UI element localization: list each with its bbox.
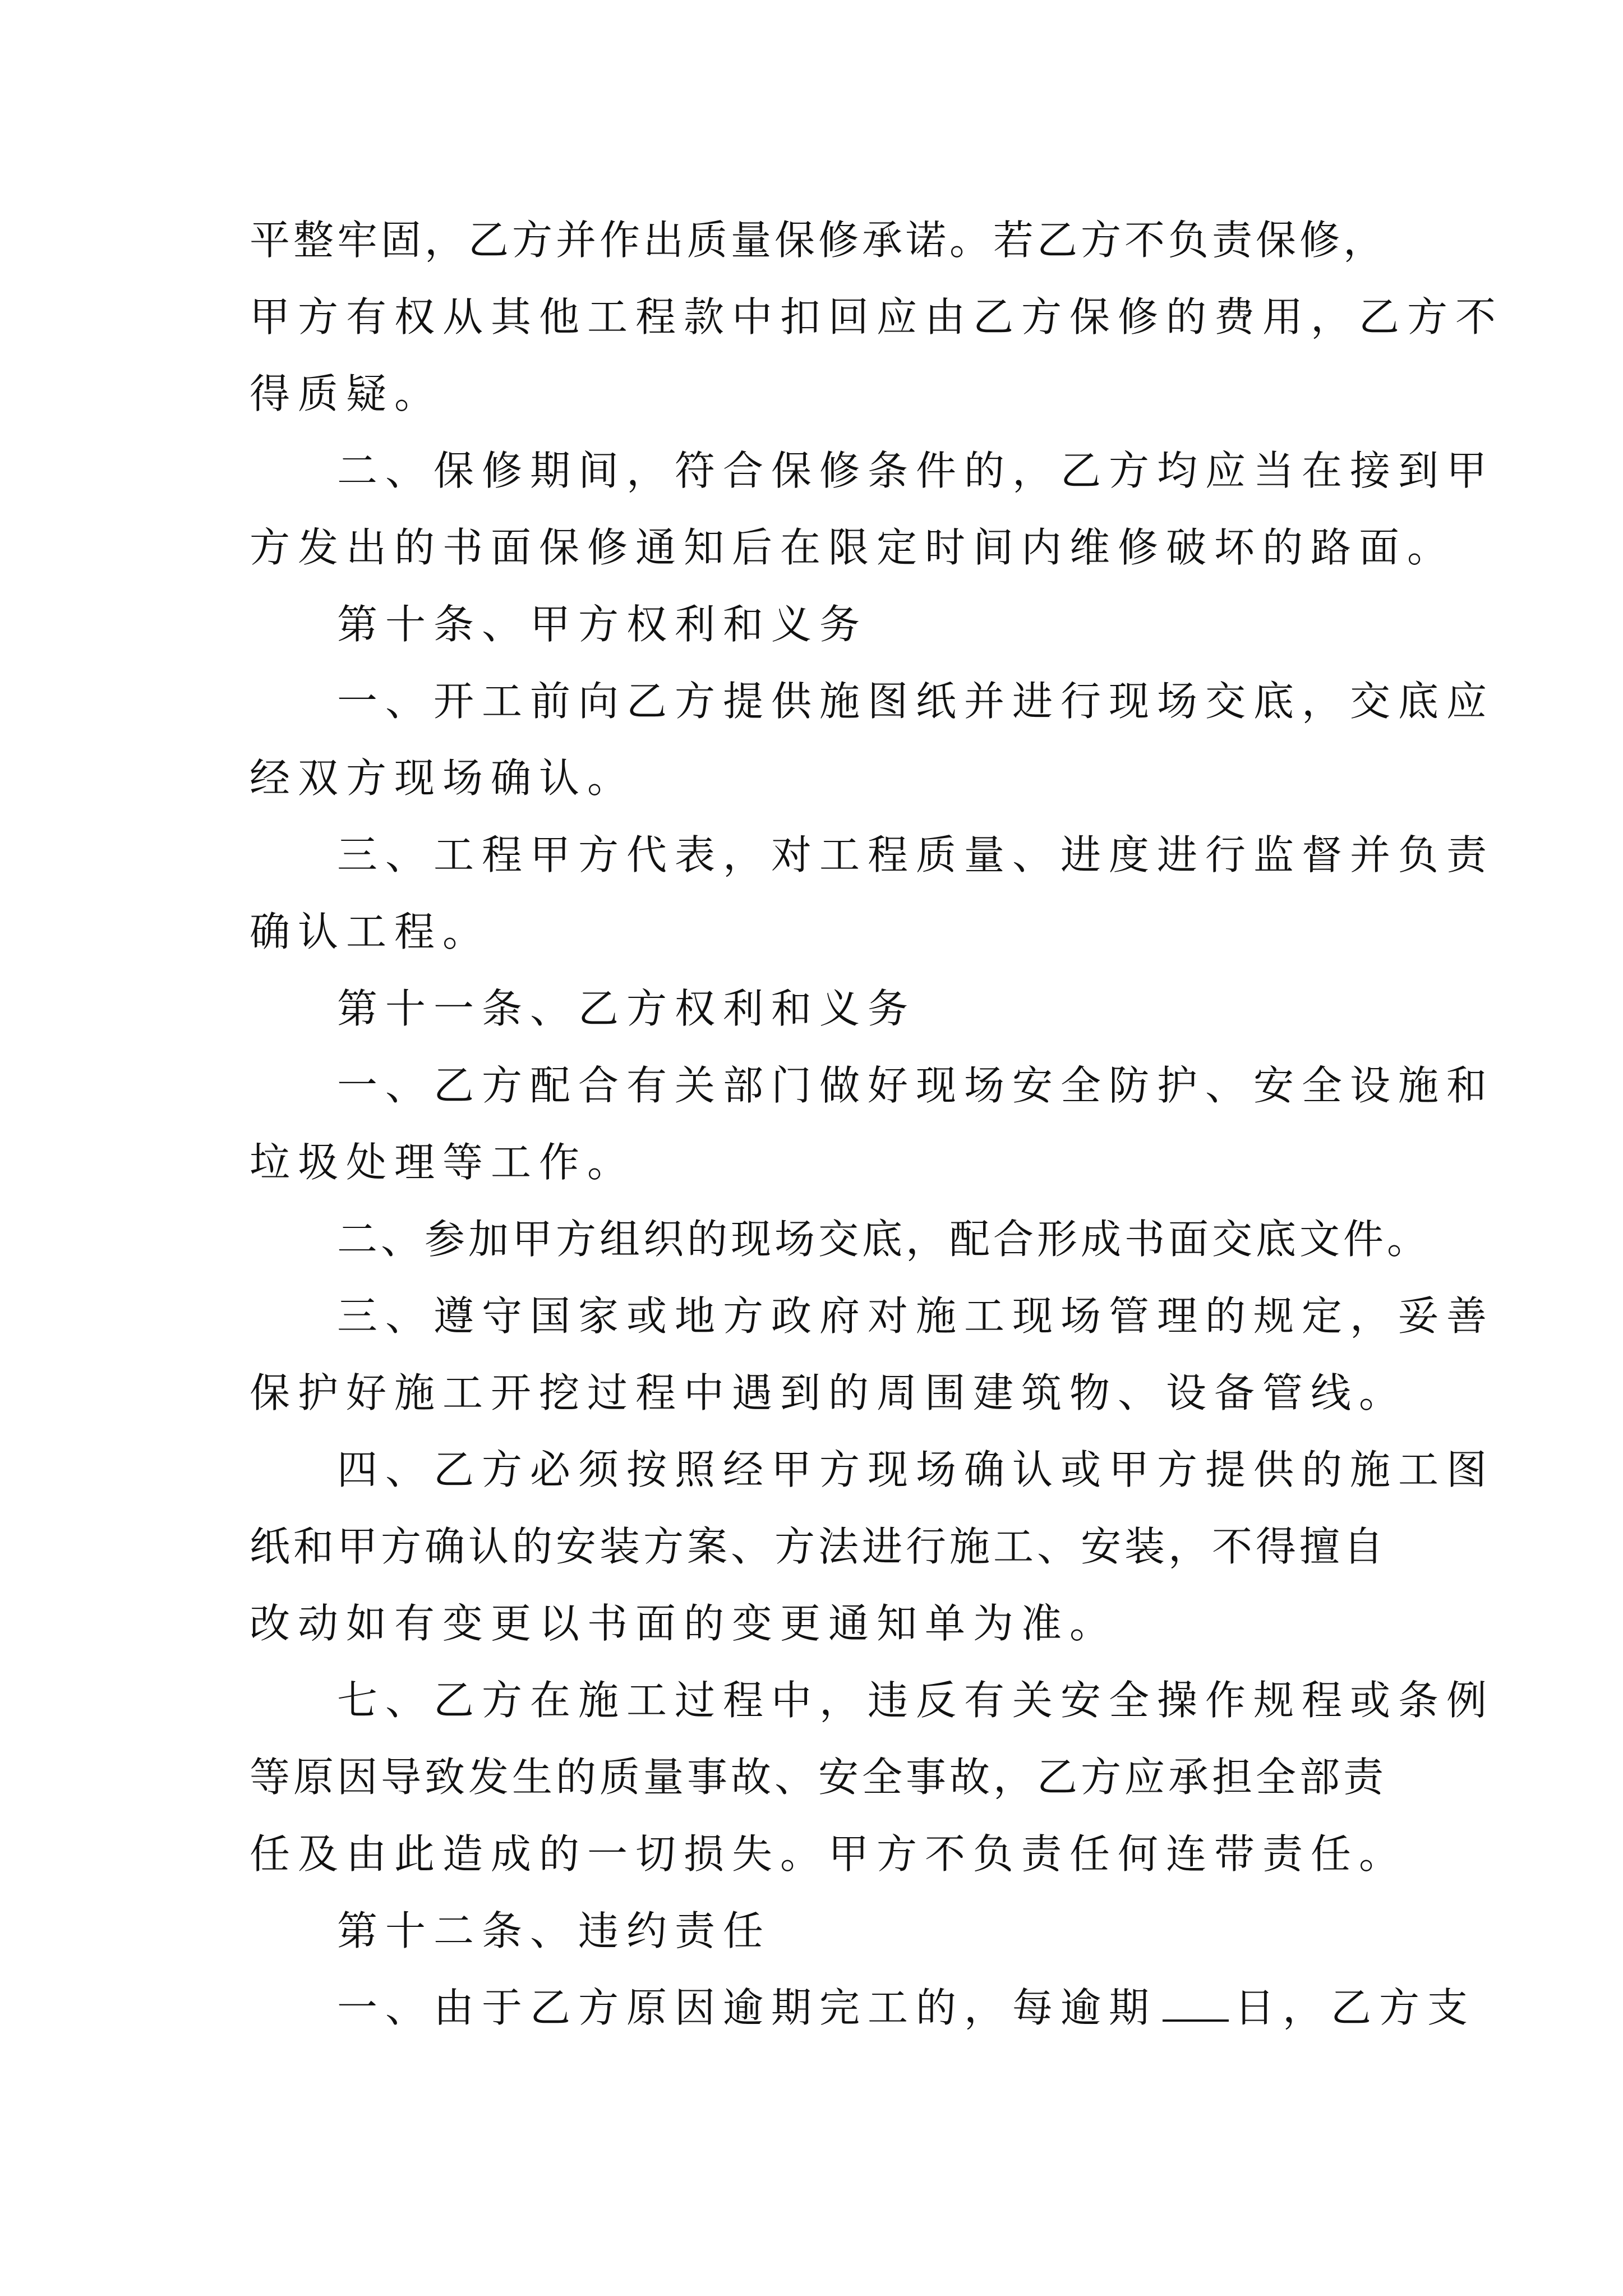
text-line: 纸和甲方确认的安装方案、方法进行施工、安装，不得擅自 bbox=[250, 1523, 1387, 1570]
paragraph-line: 三、工程甲方代表，对工程质量、进度进行监督并负责 bbox=[337, 831, 1495, 878]
text-line: 得质疑。 bbox=[250, 370, 443, 417]
section-heading: 第十一条、乙方权利和义务 bbox=[337, 985, 916, 1032]
text-line: 任及由此造成的一切损失。甲方不负责任何连带责任。 bbox=[250, 1830, 1408, 1878]
text-fragment: 日，乙方支 bbox=[1234, 1984, 1476, 2031]
section-heading: 第十二条、违约责任 bbox=[337, 1907, 772, 1954]
text-line: 平整牢固，乙方并作出质量保修承诺。若乙方不负责保修， bbox=[250, 217, 1387, 264]
paragraph-line bbox=[250, 1970, 1476, 2046]
text-line: 保护好施工开挖过程中遇到的周围建筑物、设备管线。 bbox=[250, 1369, 1408, 1416]
document-body bbox=[250, 202, 1504, 2046]
paragraph-line: 一、开工前向乙方提供施图纸并进行现场交底，交底应 bbox=[337, 678, 1495, 725]
paragraph-line: 三、遵守国家或地方政府对施工现场管理的规定，妥善 bbox=[337, 1292, 1495, 1340]
text-line: 方发出的书面保修通知后在限定时间内维修破坏的路面。 bbox=[250, 524, 1456, 571]
text-line: 垃圾处理等工作。 bbox=[250, 1139, 636, 1186]
text-line: 改动如有变更以书面的变更通知单为准。 bbox=[250, 1600, 1118, 1647]
text-fragment: 一、由于乙方原因逾期完工的，每逾期 bbox=[337, 1984, 1158, 2031]
fill-in-blank bbox=[1163, 1986, 1229, 2022]
text-line: 甲方有权从其他工程款中扣回应由乙方保修的费用，乙方不 bbox=[250, 293, 1504, 341]
text-line: 等原因导致发生的质量事故、安全事故，乙方应承担全部责 bbox=[250, 1754, 1387, 1801]
text-line: 确认工程。 bbox=[250, 908, 491, 955]
paragraph-line: 二、参加甲方组织的现场交底，配合形成书面交底文件。 bbox=[337, 1216, 1431, 1263]
paragraph-line: 一、乙方配合有关部门做好现场安全防护、安全设施和 bbox=[337, 1062, 1495, 1109]
paragraph-line: 四、乙方必须按照经甲方现场确认或甲方提供的施工图 bbox=[337, 1446, 1495, 1493]
section-heading: 第十条、甲方权利和义务 bbox=[337, 601, 868, 648]
paragraph-line: 七、乙方在施工过程中，违反有关安全操作规程或条例 bbox=[337, 1677, 1495, 1724]
text-line: 经双方现场确认。 bbox=[250, 754, 636, 802]
paragraph-line: 二、保修期间，符合保修条件的，乙方均应当在接到甲 bbox=[337, 447, 1495, 494]
